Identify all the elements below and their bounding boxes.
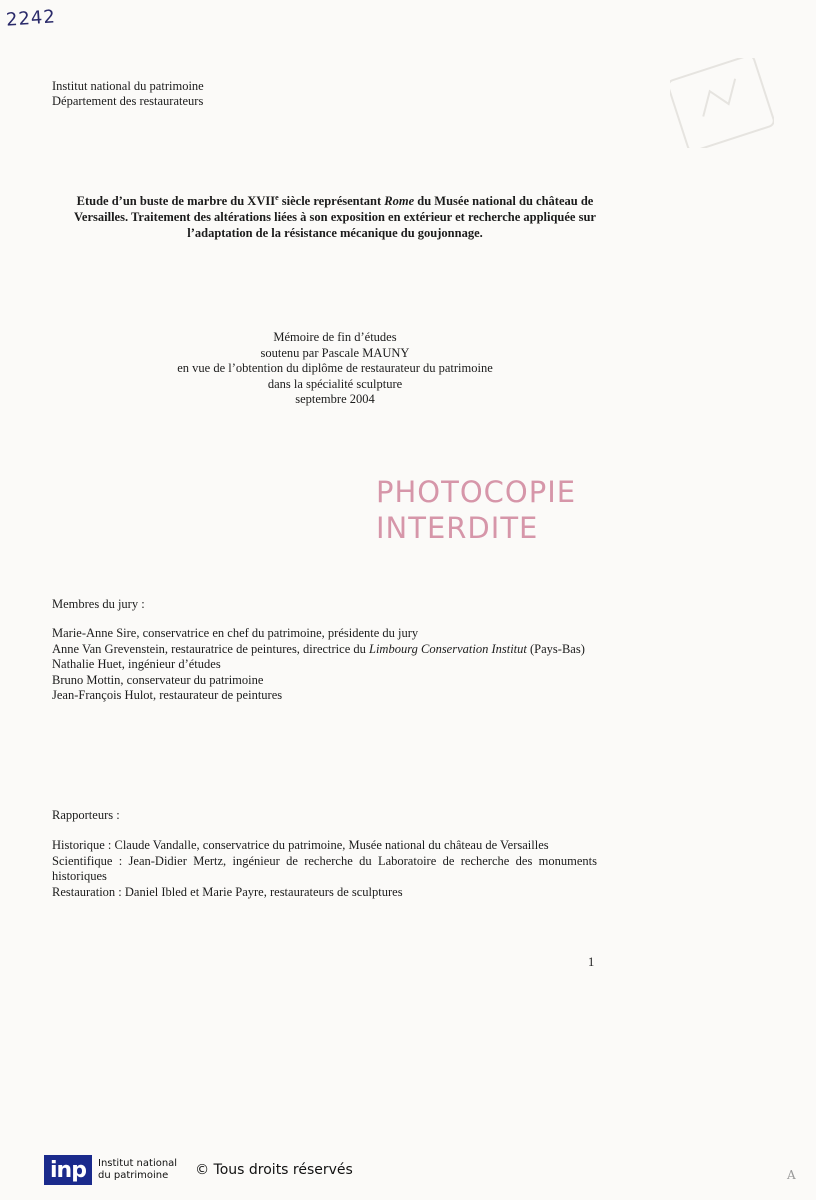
jury-member: Jean-François Hulot, restaurateur de peintures	[52, 688, 283, 702]
emboss-seal	[670, 58, 774, 148]
title-part3: du Musée national du château de Versailles. Traitement des altérations liées à son exposition en extérieur et recherche appliquée sur l’adaptation de la résistance mécanique du goujonnage.	[74, 194, 596, 241]
jury-member: Bruno Mottin, conservateur du patrimoine	[52, 672, 264, 687]
document-title	[52, 190, 618, 241]
rapporteur-item: Scientifique : Jean-Didier Mertz, ingénieur de recherche du Laboratoire de recherche des monuments historiques	[52, 853, 597, 883]
inp-logo: inp	[44, 1155, 92, 1185]
memoire-line: en vue de l’obtention du diplôme de restaurateur du patrimoine	[177, 361, 493, 375]
stamp-line: PHOTOCOPIE	[376, 475, 577, 509]
page-number: 1	[588, 955, 595, 969]
handwritten-note: 2242	[5, 6, 57, 31]
photocopy-stamp	[376, 474, 576, 546]
institution-name: Institut national du patrimoine	[52, 79, 204, 93]
jury-member-italic: Limbourg Conservation Institut	[369, 641, 527, 656]
footer	[44, 1153, 353, 1187]
title-part1: Etude d’un buste de marbre du XVII	[76, 194, 276, 209]
jury-heading: Membres du jury :	[52, 597, 145, 611]
department-name: Département des restaurateurs	[52, 94, 204, 108]
jury-list	[52, 626, 597, 704]
rapporteur-item: Historique : Claude Vandalle, conservatrice du patrimoine, Musée national du château de Versailles	[52, 838, 549, 852]
rapporteurs-list	[52, 838, 597, 900]
title-part2: siècle représentant	[278, 194, 385, 209]
stamp-line: INTERDITE	[376, 511, 539, 545]
inp-name-line: du patrimoine	[98, 1170, 169, 1181]
memoire-line: septembre 2004	[295, 392, 375, 406]
inp-name-line: Institut national	[98, 1158, 178, 1169]
copyright-notice: © Tous droits réservés	[195, 1162, 353, 1178]
jury-member: Nathalie Huet, ingénieur d’études	[52, 657, 221, 671]
jury-member: Marie-Anne Sire, conservatrice en chef du patrimoine, présidente du jury	[52, 626, 419, 640]
memoire-line: Mémoire de fin d’études	[273, 330, 397, 344]
memoire-line: dans la spécialité sculpture	[267, 376, 403, 391]
jury-member-text: Anne Van Grevenstein, restauratrice de peintures, directrice du	[52, 641, 369, 656]
institution-header	[52, 79, 204, 109]
jury-member	[52, 642, 597, 658]
title-italic: Rome	[384, 194, 415, 209]
jury-member-suffix: (Pays-Bas)	[526, 641, 585, 656]
rapporteur-item: Restauration : Daniel Ibled et Marie Payre, restaurateurs de sculptures	[52, 884, 403, 899]
corner-mark: A	[787, 1168, 796, 1182]
memoire-block	[52, 330, 618, 408]
rapporteurs-heading: Rapporteurs :	[52, 808, 120, 822]
memoire-line: soutenu par Pascale MAUNY	[260, 345, 410, 360]
inp-institution-name	[98, 1158, 177, 1182]
title-superscript: e	[275, 193, 279, 202]
